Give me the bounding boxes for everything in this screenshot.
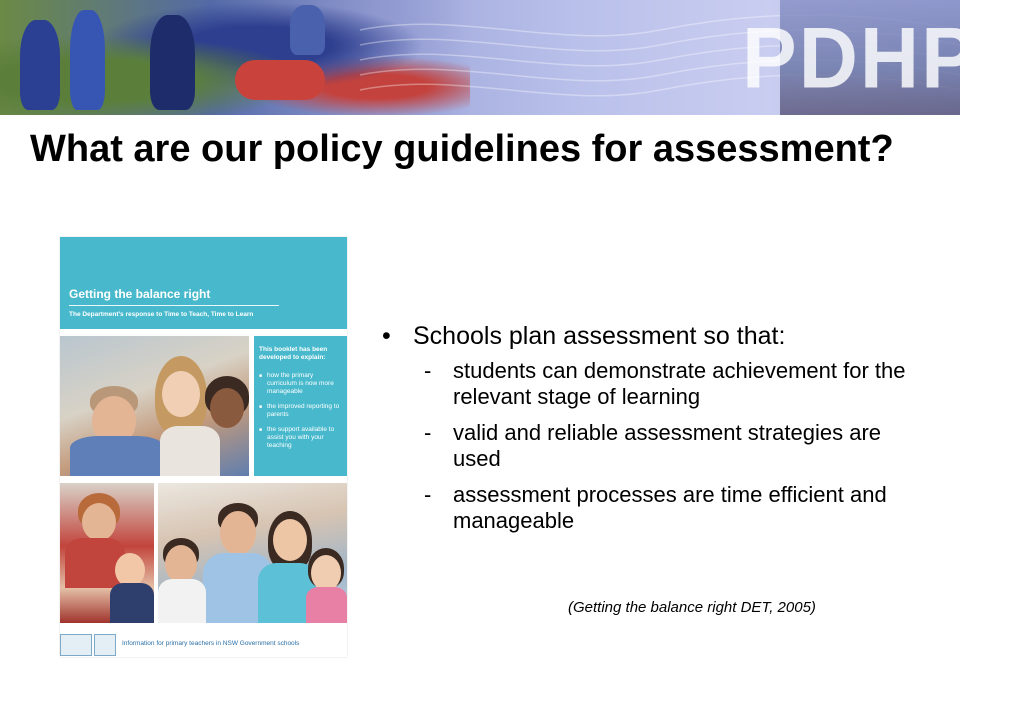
cover-box-list bbox=[259, 372, 343, 457]
main-bullet bbox=[382, 320, 922, 352]
bullet-content bbox=[382, 320, 922, 544]
sub-bullet bbox=[382, 482, 922, 534]
sub-bullet-text: valid and reliable assessment strategies are used bbox=[453, 420, 882, 471]
booklet-cover-image bbox=[60, 237, 347, 657]
dash-icon: - bbox=[424, 358, 432, 383]
sub-bullet-text: assessment processes are time efficient and manageable bbox=[453, 482, 887, 533]
slide-title: What are our policy guidelines for assessment? bbox=[30, 128, 894, 170]
cover-box-item: ■ how the primary curriculum is now more manageable bbox=[259, 372, 343, 396]
pdhpe-logo: PDHPE bbox=[742, 10, 1035, 107]
cover-info-box bbox=[254, 336, 347, 476]
cover-photo-classroom bbox=[60, 336, 249, 476]
sub-bullet bbox=[382, 358, 922, 410]
cover-box-item: ■ the improved reporting to parents bbox=[259, 403, 343, 419]
header-banner bbox=[0, 0, 1035, 115]
cover-title: Getting the balance right bbox=[69, 287, 211, 301]
sub-bullet-text: students can demonstrate achievement for the relevant stage of learning bbox=[453, 358, 906, 409]
cover-footer bbox=[60, 632, 347, 657]
nsw-crest-icon bbox=[94, 634, 116, 656]
cover-photo-teacher bbox=[60, 483, 154, 623]
cover-photo-family bbox=[158, 483, 347, 623]
citation: (Getting the balance right DET, 2005) bbox=[568, 599, 816, 616]
cover-box-intro: This booklet has been developed to explain: bbox=[259, 346, 328, 361]
main-bullet-text: Schools plan assessment so that: bbox=[413, 322, 786, 350]
dash-icon: - bbox=[424, 420, 432, 445]
cover-box-item: ■ the support available to assist you with your teaching bbox=[259, 426, 343, 450]
cover-footer-text: Information for primary teachers in NSW Government schools bbox=[122, 640, 300, 647]
cover-divider bbox=[69, 305, 279, 306]
dash-icon: - bbox=[424, 482, 432, 507]
cover-subtitle: The Department’s response to Time to Teach, Time to Learn bbox=[69, 311, 254, 318]
sub-bullet bbox=[382, 420, 922, 472]
cover-header bbox=[60, 237, 347, 329]
nsw-department-logo bbox=[60, 634, 92, 656]
bullet-icon: • bbox=[382, 322, 391, 350]
